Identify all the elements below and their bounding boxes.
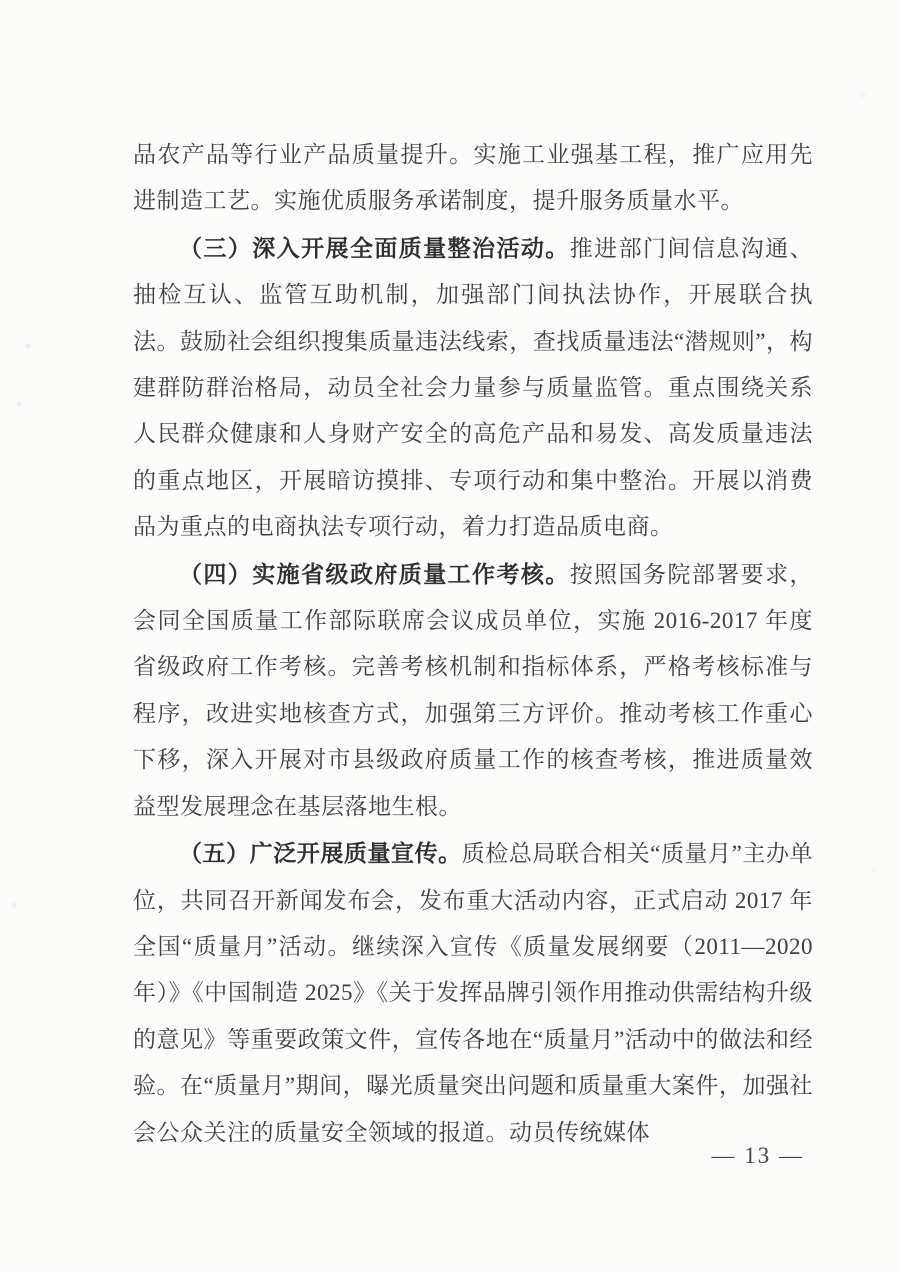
section-3-heading: （三）深入开展全面质量整治活动。 <box>179 234 570 261</box>
document-body <box>133 131 813 1156</box>
paragraph-section-4 <box>133 551 813 830</box>
paragraph-continuation <box>133 131 813 225</box>
paragraph-section-3 <box>133 225 813 551</box>
paragraph-text: 品农产品等行业产品质量提升。实施工业强基工程，推广应用先进制造工艺。实施优质服务承诺制度，提升服务质量水平。 <box>133 142 813 214</box>
page-number: — 13 — <box>711 1143 804 1168</box>
paragraph-section-5 <box>133 830 813 1156</box>
section-5-text: 质检总局联合相关“质量月”主办单位，共同召开新闻发布会，发布重大活动内容，正式启动 2017 年全国“质量月”活动。继续深入宣传《质量发展纲要（2011—2020年）》《中国制造 2025》《关于发挥品牌引领作用推动供需结构升级的意见》等重要政策文件，宣传各地在“质量月”活动中的做法和经验。在“质量月”期间，曝光质量突出问题和质量重大案件，加强社会公众关注的质量安全领域的报道。动员传统媒体 <box>133 841 813 1145</box>
section-5-heading: （五）广泛开展质量宣传。 <box>179 840 462 867</box>
scan-noise-artifacts <box>0 0 4 4</box>
section-3-text: 推进部门间信息沟通、抽检互认、监管互助机制，加强部门间执法协作，开展联合执法。鼓励社会组织搜集质量违法线索，查找质量违法“潜规则”，构建群防群治格局，动员全社会力量参与质量监管。重点围绕关系人民群众健康和人身财产安全的高危产品和易发、高发质量违法的重点地区，开展暗访摸排、专项行动和集中整治。开展以消费品为重点的电商执法专项行动，着力打造品质电商。 <box>133 235 814 540</box>
section-4-text: 按照国务院部署要求，会同全国质量工作部际联席会议成员单位，实施 2016-2017 年度省级政府工作考核。完善考核机制和指标体系，严格考核标准与程序，改进实地核查方式，加强第三方评价。推动考核工作重心下移，深入开展对市县级政府质量工作的核查考核，推进质量效益型发展理念在基层落地生根。 <box>133 561 814 819</box>
section-4-heading: （四）实施省级政府质量工作考核。 <box>179 560 570 587</box>
